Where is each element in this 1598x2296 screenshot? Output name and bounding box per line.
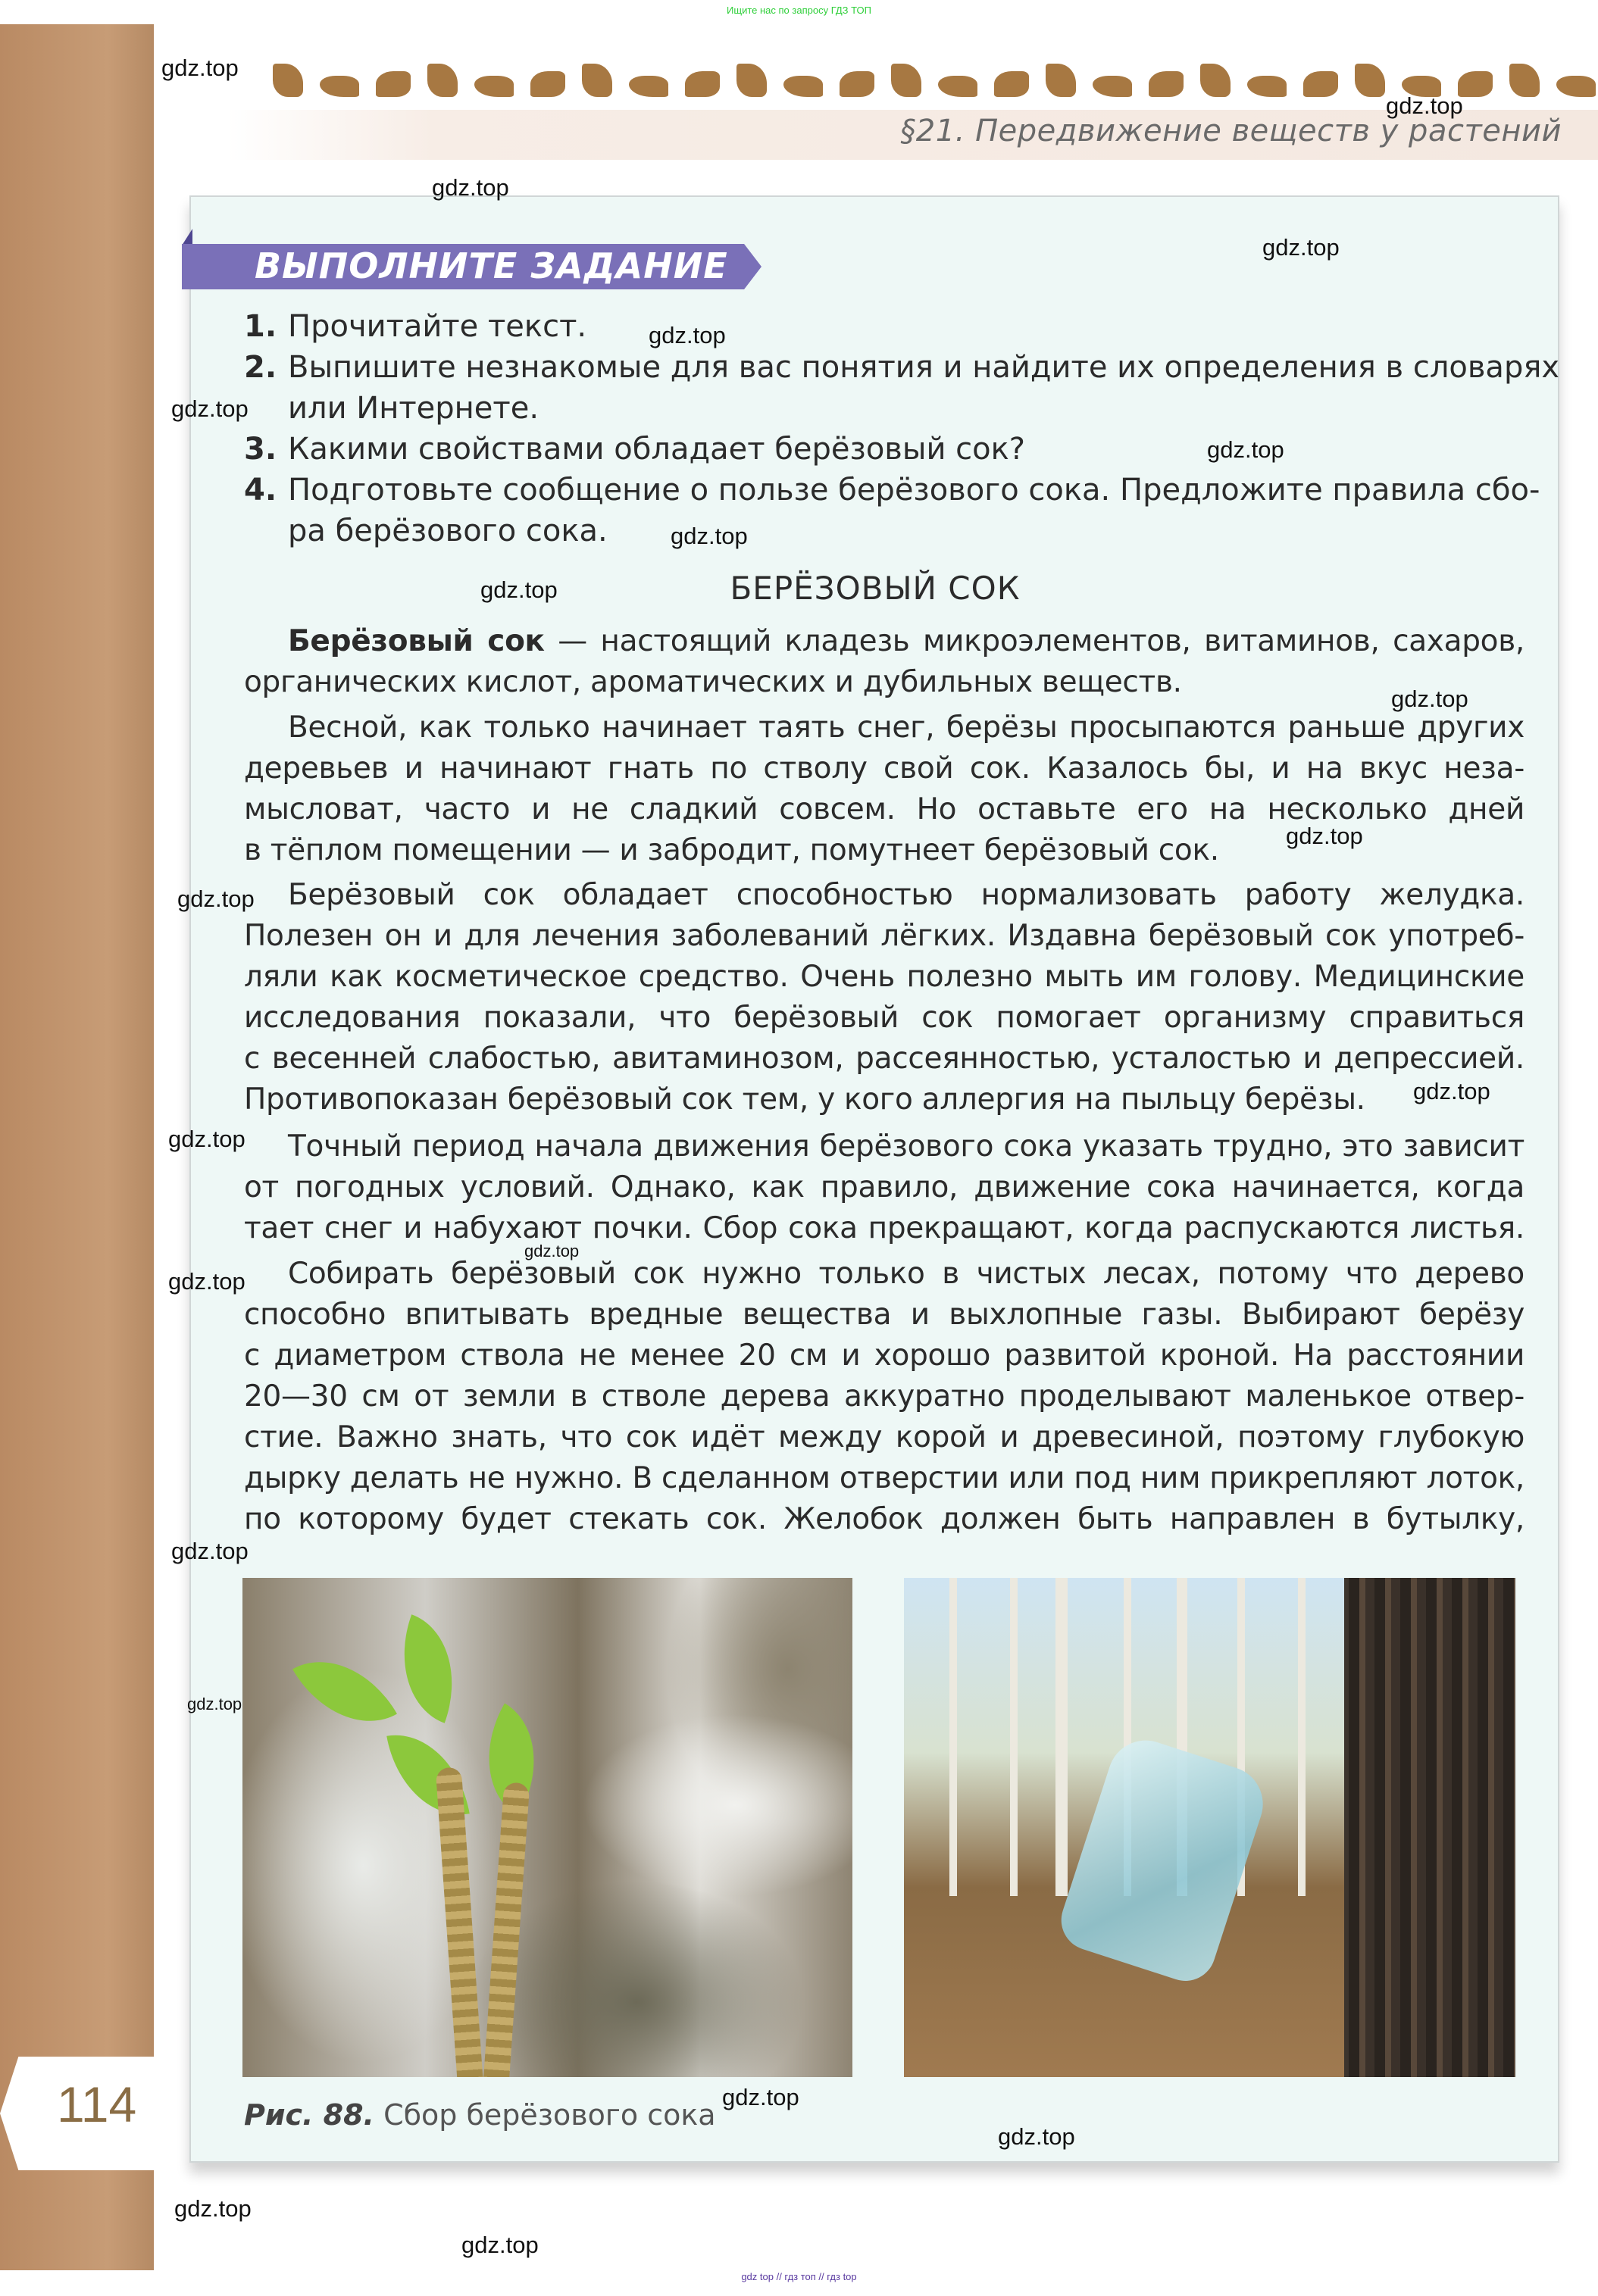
watermark: gdz.top [171, 395, 249, 422]
watermark: gdz.top [1207, 436, 1284, 463]
text-line: мысловат, часто и не сладкий совсем. Но оставьте его на несколько дней [244, 792, 1525, 826]
paragraph [244, 875, 1525, 1120]
text-line: тает снег и набухают почки. Сбор сока прекращают, когда распускаются листья. [244, 1211, 1525, 1245]
watermark: gdz.top [432, 174, 509, 201]
task-item [244, 429, 1525, 470]
watermark: gdz.top [1386, 92, 1463, 119]
watermark: gdz.top [722, 2084, 799, 2110]
page-number: 114 [57, 2076, 137, 2132]
task-text: Выпишите незнакомые для вас понятия и найдите их определения в словарях [288, 350, 1560, 385]
text-line: 20—30 см от земли в стволе дерева аккуратно проделывают маленькое отвер- [244, 1379, 1525, 1414]
photo-birch-catkins [242, 1578, 852, 2077]
watermark: gdz.top [177, 886, 255, 912]
text-line: с весенней слабостью, авитаминозом, рассеянностью, усталостью и депрессией. [244, 1042, 1525, 1076]
text-line: исследования показали, что берёзовый сок помогает организму справиться [244, 1001, 1525, 1035]
text-line: стие. Важно знать, что сок идёт между корой и древесиной, поэтому глубокую [244, 1420, 1525, 1454]
text-line: в тёплом помещении — и забродит, помутнеет берёзовый сок. [244, 833, 1219, 867]
text-span: — настоящий кладезь микроэлементов, витаминов, сахаров, [544, 624, 1525, 658]
watermark: gdz.top [161, 55, 239, 81]
section-title: §21. Передвижение веществ у растений [900, 114, 1562, 148]
watermark: gdz.top [998, 2123, 1075, 2150]
task-item [244, 347, 1560, 429]
figure-label: Рис. 88. [244, 2098, 374, 2132]
text-line: Собирать берёзовый сок нужно только в чистых лесах, потому что дерево [288, 1257, 1525, 1291]
text-line: дырку делать не нужно. В сделанном отверстии или под ним прикрепляют лоток, [244, 1461, 1525, 1495]
figure-caption-text: Сбор берёзового сока [383, 2098, 716, 2132]
task-text: Прочитайте текст. [288, 309, 587, 344]
watermark: gdz.top [461, 2232, 539, 2258]
watermark: gdz.top [1391, 686, 1468, 712]
birch-trunk [1349, 1578, 1515, 2077]
text-line: Весной, как только начинает таять снег, берёзы просыпаются раньше других [288, 711, 1525, 745]
task-text: или Интернете. [288, 391, 539, 426]
watermark: gdz.top [187, 1695, 242, 1713]
paragraph [244, 1254, 1525, 1540]
watermark: gdz.top [174, 2195, 252, 2222]
article-title: БЕРЁЗОВЫЙ СОК [730, 570, 1021, 607]
task-text: Подготовьте сообщение о пользе берёзового сока. Предложите правила сбо- [288, 473, 1540, 508]
watermark: gdz.top [171, 1538, 249, 1564]
text-line: органических кислот, ароматических и дубильных веществ. [244, 665, 1182, 699]
task-banner-label: ВЫПОЛНИТЕ ЗАДАНИЕ [255, 245, 728, 286]
text-line: Берёзовый сок обладает способностью нормализовать работу желудка. [288, 878, 1525, 912]
text-line: с диаметром ствола не менее 20 см и хорошо развитой кроной. На расстоянии [244, 1339, 1525, 1373]
watermark: gdz.top [1413, 1078, 1490, 1104]
bottom-site-note: gdz top // гдз топ // гдз top [741, 2271, 857, 2282]
text-line: по которому будет стекать сок. Желобок должен быть направлен в бутылку, [244, 1502, 1525, 1536]
animal-silhouettes-border [273, 55, 1598, 97]
text-line: способно впитывать вредные вещества и выхлопные газы. Выбирают берёзу [244, 1298, 1525, 1332]
text-line: от погодных условий. Однако, как правило, движение сока начинается, когда [244, 1170, 1525, 1204]
term-bold: Берёзовый сок [288, 624, 545, 658]
watermark: gdz.top [1262, 234, 1340, 261]
task-number: 4. [244, 473, 277, 508]
task-item [244, 306, 1525, 347]
watermark: gdz.top [671, 523, 748, 549]
figure-caption [244, 2098, 716, 2132]
watermark: gdz.top [480, 576, 558, 603]
task-number: 2. [244, 350, 277, 385]
paragraph [244, 621, 1525, 703]
watermark: gdz.top [649, 322, 726, 348]
watermark: gdz.top [1286, 823, 1363, 849]
text-line: Полезен он и для лечения заболеваний лёгких. Издавна берёзовый сок употреб- [244, 919, 1525, 953]
text-line [244, 621, 1525, 662]
watermark: gdz.top [168, 1268, 245, 1295]
top-search-note: Ищите нас по запросу ГДЗ ТОП [727, 5, 871, 16]
task-number: 3. [244, 432, 277, 467]
text-line: ляли как косметическое средство. Очень полезно мыть им голову. Медицинские [244, 960, 1525, 994]
task-text: ра берёзового сока. [288, 514, 608, 548]
text-line: Противопоказан берёзовый сок тем, у кого аллергия на пыльцу берёзы. [244, 1082, 1365, 1117]
watermark: gdz.top [524, 1242, 580, 1260]
task-number: 1. [244, 309, 277, 344]
task-text: Какими свойствами обладает берёзовый сок? [288, 432, 1026, 467]
text-line: Точный период начала движения берёзового сока указать трудно, это зависит [288, 1129, 1525, 1164]
task-item [244, 470, 1540, 551]
text-line: деревьев и начинают гнать по стволу свой сок. Казалось бы, и на вкус неза- [244, 751, 1525, 786]
paragraph [244, 1126, 1525, 1249]
page-edge-strip [0, 24, 154, 2270]
watermark: gdz.top [168, 1126, 245, 1152]
